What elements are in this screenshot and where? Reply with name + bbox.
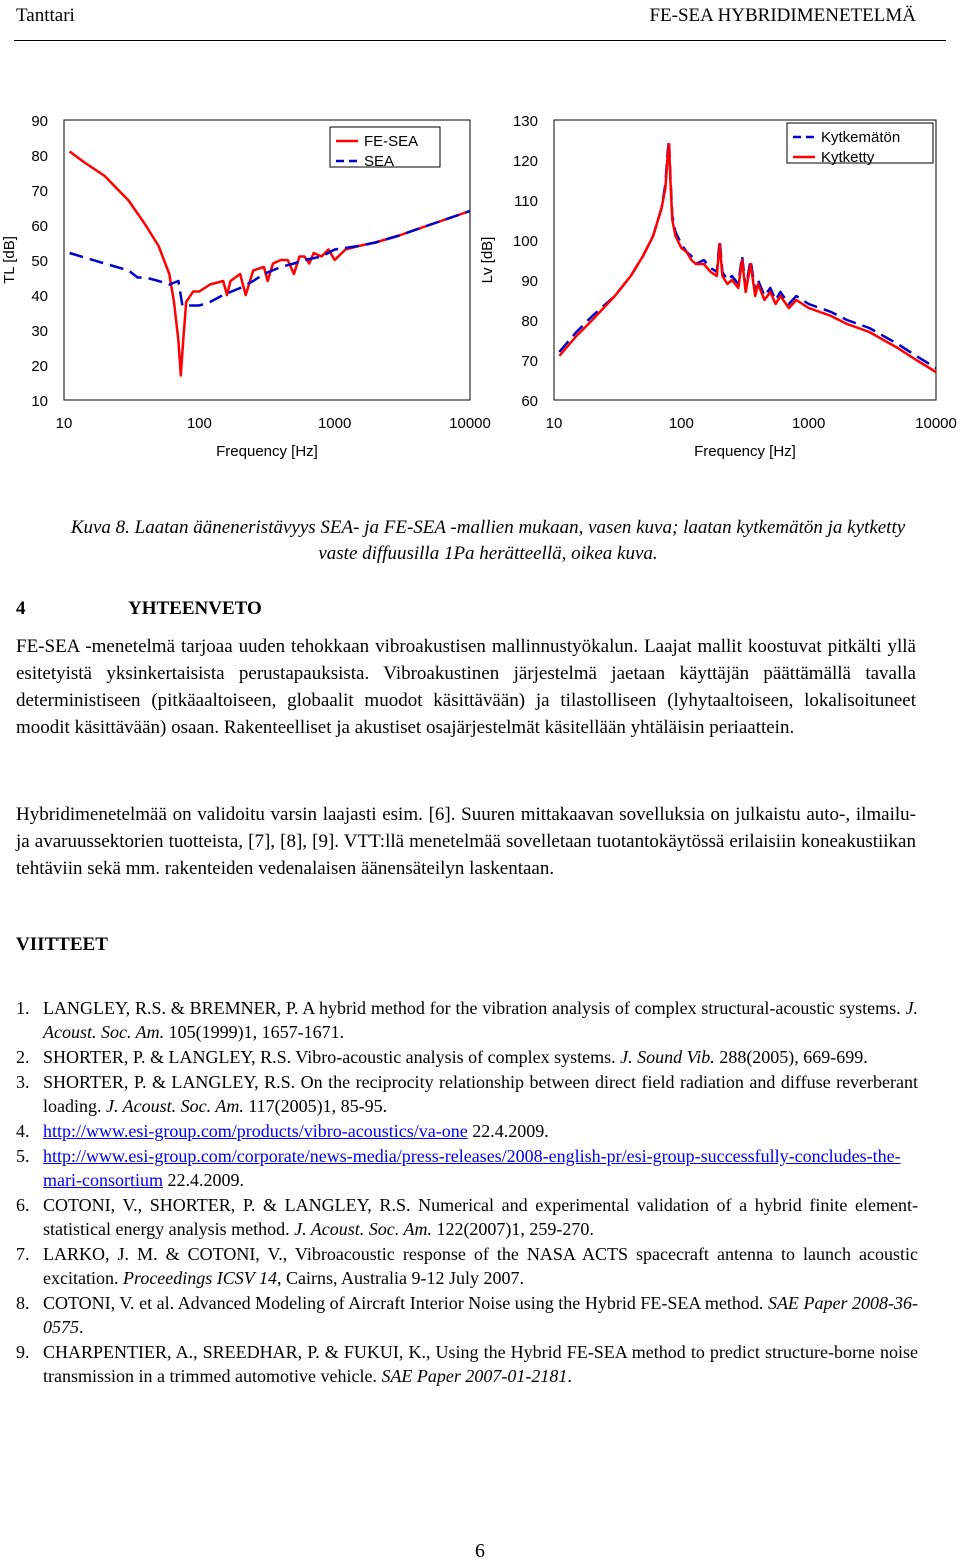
y-tick-label: 60 — [31, 218, 48, 235]
y-tick-label: 90 — [521, 273, 538, 290]
y-tick-label: 20 — [31, 358, 48, 375]
reference-journal: J. Sound Vib. — [620, 1047, 715, 1067]
y-tick-label: 110 — [514, 193, 538, 210]
reference-item — [16, 1144, 918, 1192]
reference-number: 7. — [16, 1244, 30, 1264]
y-tick-label: 70 — [31, 183, 48, 200]
reference-title: 22.4.2009. — [467, 1121, 549, 1141]
reference-details: . — [567, 1366, 572, 1386]
references-heading: VIITTEET — [16, 934, 108, 955]
section-heading — [16, 598, 262, 620]
y-tick-label: 60 — [521, 393, 538, 410]
page-number: 6 — [475, 1540, 485, 1562]
series-line-kytketty — [559, 144, 936, 372]
reference-title: Vibro-acoustic analysis of complex systems. — [291, 1047, 621, 1067]
reference-item — [16, 996, 918, 1044]
reference-authors: CHARPENTIER, A., SREEDHAR, P. & FUKUI, K. — [43, 1342, 426, 1362]
reference-title: Advanced Modeling of Aircraft Interior Noise using the Hybrid FE-SEA method. — [174, 1293, 768, 1313]
reference-details: 288(2005), 669-699. — [714, 1047, 868, 1067]
paragraph-validation: Hybridimenetelmää on validoitu varsin laajasti esim. [6]. Suuren mittakaavan sovelluksia on julkaistu auto-, ilmailu- ja avaruussektorien tuotteista, [7], [8], [9]. VTT:llä menetelmää sovelletaan tuotantokäytössä erilaisiin koneakustiikan tehtäviin sekä mm. rakenteiden vedenalaisen äänensäteilyn laskentaan. — [16, 804, 916, 879]
x-axis-label: Frequency [Hz] — [694, 443, 796, 460]
reference-journal: J. Acoust. Soc. Am. — [106, 1096, 244, 1116]
x-tick-label: 10 — [55, 415, 73, 432]
y-tick-label: 40 — [31, 288, 48, 305]
chart-velocity-level — [480, 95, 960, 470]
reference-number: 4. — [16, 1121, 30, 1141]
reference-item — [16, 1242, 918, 1290]
x-tick-label: 1000 — [791, 415, 826, 432]
y-axis-label: Lv [dB] — [479, 236, 496, 284]
legend-label: SEA — [364, 153, 395, 170]
reference-number: 6. — [16, 1195, 30, 1215]
reference-journal: SAE Paper 2008-36-0575 — [43, 1293, 918, 1337]
reference-item — [16, 1193, 918, 1241]
reference-journal: J. Acoust. Soc. Am. — [43, 998, 918, 1042]
paragraph-summary: FE-SEA -menetelmä tarjoaa uuden tehokkaan vibroakustisen mallinnustyökalun. Laajat mallit koostuvat pitkälti yllä esitetyistä yksinkertaisista perustapauksista. Vibroakustinen järjestelmä jaetaan käyttäjän päättämällä tavalla deterministiseen (pitkäaaltoiseen, globaalit muodot käsittävään) ja tilastolliseen (lyhytaaltoiseen, lokalisoituneet moodit käsittävään) osaan. Rakenteelliset ja akustiset osajärjestelmät käsitellään yhtäläisin periaattein. — [16, 636, 916, 738]
x-tick-label: 10 — [545, 415, 563, 432]
reference-journal: Proceedings ICSV 14 — [122, 1268, 277, 1288]
reference-number: 8. — [16, 1293, 30, 1313]
running-header-title: FE-SEA HYBRIDIMENETELMÄ — [649, 5, 916, 26]
reference-authors: LANGLEY, R.S. & BREMNER, P. — [43, 998, 299, 1018]
reference-item — [16, 1119, 918, 1143]
y-tick-label: 10 — [31, 393, 48, 410]
reference-link[interactable]: http://www.esi-group.com/corporate/news-media/press-releases/2008-english-pr/esi-group-successfully-concludes-the-mari-consortium — [43, 1146, 901, 1190]
reference-title: A hybrid method for the vibration analysis of complex structural-acoustic systems. — [298, 998, 906, 1018]
reference-item — [16, 1340, 918, 1388]
section-title: YHTEENVETO — [128, 598, 262, 619]
reference-number: 9. — [16, 1342, 30, 1362]
reference-details: 105(1999)1, 1657-1671. — [164, 1022, 345, 1042]
reference-authors: COTONI, V., SHORTER, P. & LANGLEY, R.S. — [43, 1195, 411, 1215]
running-header-author: Tanttari — [16, 5, 75, 26]
reference-title: Numerical and experimental validation of a hybrid finite element-statistical energy analysis method. — [43, 1195, 918, 1239]
reference-item — [16, 1291, 918, 1339]
x-tick-label: 100 — [668, 415, 694, 432]
reference-number: 2. — [16, 1047, 30, 1067]
reference-title: 22.4.2009. — [162, 1170, 244, 1190]
series-line-kytkem-t-n — [559, 140, 936, 368]
reference-number: 3. — [16, 1072, 30, 1092]
x-tick-label: 10000 — [449, 415, 491, 432]
x-tick-label: 10000 — [915, 415, 957, 432]
x-axis-label: Frequency [Hz] — [216, 443, 318, 460]
y-tick-label: 30 — [31, 323, 48, 340]
y-axis-label: TL [dB] — [1, 236, 18, 284]
y-tick-label: 90 — [31, 113, 48, 130]
reference-authors: COTONI, V. et al. — [43, 1293, 175, 1313]
reference-number: 5. — [16, 1146, 30, 1166]
reference-details: , Cairns, Australia 9-12 July 2007. — [276, 1268, 524, 1288]
reference-title: On the reciprocity relationship between direct field radiation and diffuse reverberant loading. — [43, 1072, 919, 1116]
reference-details: 117(2005)1, 85-95. — [243, 1096, 388, 1116]
reference-details: . — [79, 1317, 84, 1337]
reference-authors: LARKO, J. M. & COTONI, V. — [43, 1244, 283, 1264]
reference-list — [16, 996, 918, 1389]
legend-label: Kytkemätön — [821, 129, 901, 146]
reference-item — [16, 1045, 918, 1069]
legend-label: Kytketty — [821, 149, 875, 166]
reference-title: , Vibroacoustic response of the NASA ACTS spacecraft antenna to launch acoustic excitation. — [43, 1244, 918, 1288]
y-tick-label: 80 — [521, 313, 538, 330]
y-tick-label: 50 — [31, 253, 48, 270]
reference-item — [16, 1070, 918, 1118]
series-line-fe-sea — [70, 152, 470, 376]
y-tick-label: 70 — [521, 353, 538, 370]
y-tick-label: 100 — [512, 233, 538, 250]
legend-label: FE-SEA — [364, 133, 419, 150]
reference-number: 1. — [16, 998, 30, 1018]
reference-link[interactable]: http://www.esi-group.com/products/vibro-acoustics/va-one — [43, 1121, 468, 1141]
y-tick-label: 130 — [512, 113, 538, 130]
reference-authors: SHORTER, P. & LANGLEY, R.S. — [43, 1047, 292, 1067]
figure-caption: Kuva 8. Laatan ääneneristävyys SEA- ja FE-SEA -mallien mukaan, vasen kuva; laatan kytkemätön ja kytketty vaste diffuusilla 1Pa herätteellä, oikea kuva. — [70, 517, 906, 564]
section-number: 4 — [16, 598, 26, 619]
reference-authors: SHORTER, P. & LANGLEY, R.S. — [43, 1072, 296, 1092]
x-tick-label: 100 — [186, 415, 212, 432]
x-tick-label: 1000 — [317, 415, 352, 432]
y-tick-label: 120 — [512, 153, 538, 170]
series-line-sea — [70, 211, 470, 306]
header-rule — [14, 40, 946, 41]
reference-journal: J. Acoust. Soc. Am. — [294, 1219, 432, 1239]
reference-title: , Using the Hybrid FE-SEA method to predict structure-borne noise transmission in a trimmed automotive vehicle. — [43, 1342, 918, 1386]
reference-details: 122(2007)1, 259-270. — [431, 1219, 594, 1239]
y-tick-label: 80 — [31, 148, 48, 165]
reference-journal: SAE Paper 2007-01-2181 — [381, 1366, 568, 1386]
